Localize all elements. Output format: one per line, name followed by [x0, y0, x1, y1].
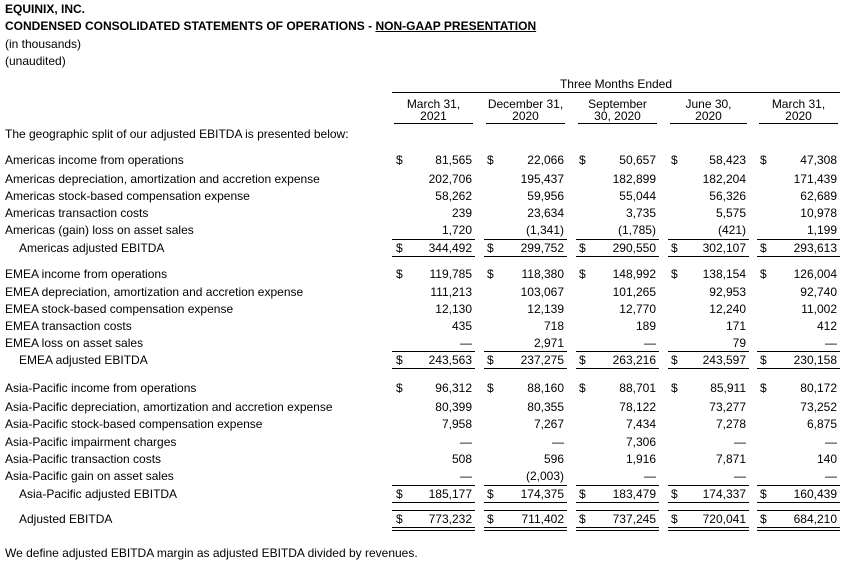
- row-label: Americas stock-based compensation expense: [5, 189, 250, 203]
- subtotal-top-rule: [392, 351, 475, 352]
- table-cell: 263,216: [612, 353, 656, 367]
- table-cell: 290,550: [612, 241, 656, 255]
- table-cell: (1,341): [525, 223, 564, 237]
- table-cell: 22,066: [527, 153, 564, 167]
- table-cell: 12,240: [709, 302, 746, 316]
- intro-text: The geographic split of our adjusted EBITDA is presented below:: [5, 127, 349, 141]
- table-cell: 1,916: [625, 452, 656, 466]
- table-cell: 12,770: [619, 302, 656, 316]
- table-cell: 596: [543, 452, 564, 466]
- dollar-sign: $: [396, 487, 403, 501]
- dollar-sign: $: [487, 381, 494, 395]
- statement-title-prefix: CONDENSED CONSOLIDATED STATEMENTS OF OPERATIONS -: [5, 19, 376, 33]
- audit-note: (unaudited): [5, 54, 66, 68]
- table-cell: —: [644, 336, 656, 350]
- table-cell: (2,003): [525, 469, 564, 483]
- table-cell: 103,067: [520, 285, 564, 299]
- table-cell: 85,911: [710, 381, 746, 395]
- subtotal-top-rule: [668, 239, 749, 240]
- table-cell: 202,706: [428, 172, 472, 186]
- total-double-rule: [392, 527, 475, 531]
- table-cell: 7,306: [625, 435, 656, 449]
- subtotal-bottom-rule: [576, 256, 659, 257]
- subtotal-bottom-rule: [757, 368, 840, 369]
- subtotal-bottom-rule: [668, 502, 749, 503]
- table-cell: —: [460, 469, 472, 483]
- column-header-line: June 30,: [685, 97, 732, 111]
- table-cell: 174,337: [702, 487, 746, 501]
- row-label: EMEA stock-based compensation expense: [5, 302, 234, 316]
- dollar-sign: $: [487, 241, 494, 255]
- table-cell: 11,002: [801, 302, 837, 316]
- table-cell: 118,380: [521, 267, 564, 281]
- subtotal-top-rule: [576, 351, 659, 352]
- dollar-sign: $: [579, 153, 586, 167]
- table-cell: (1,785): [617, 223, 656, 237]
- column-header-2: [486, 98, 565, 124]
- subtotal-bottom-rule: [668, 368, 749, 369]
- row-label: Asia-Pacific impairment charges: [5, 435, 177, 449]
- table-cell: 1,199: [806, 223, 837, 237]
- table-cell: —: [825, 469, 837, 483]
- dollar-sign: $: [671, 353, 678, 367]
- table-cell: 189: [635, 319, 656, 333]
- table-cell: 7,434: [625, 417, 656, 431]
- table-cell: 23,634: [527, 206, 564, 220]
- row-label: Asia-Pacific depreciation, amortization and accretion expense: [5, 400, 333, 414]
- table-cell: 126,004: [793, 267, 837, 281]
- table-cell: —: [460, 435, 472, 449]
- table-cell: 12,139: [527, 302, 564, 316]
- subtotal-top-rule: [576, 239, 659, 240]
- column-header-line: 2020: [512, 109, 539, 123]
- dollar-sign: $: [396, 153, 403, 167]
- table-cell: 140: [816, 452, 837, 466]
- column-header-4: [670, 98, 747, 124]
- table-cell: 182,899: [612, 172, 656, 186]
- period-title: Three Months Ended: [392, 77, 840, 93]
- table-cell: 195,437: [520, 172, 564, 186]
- dollar-sign: $: [579, 487, 586, 501]
- table-cell: 148,992: [612, 267, 656, 281]
- table-cell: —: [644, 469, 656, 483]
- table-cell: 7,871: [715, 452, 746, 466]
- total-double-rule: [757, 527, 840, 531]
- table-cell: —: [460, 336, 472, 350]
- table-cell: 6,875: [806, 417, 837, 431]
- row-label: Asia-Pacific adjusted EBITDA: [19, 487, 178, 501]
- footnote: We define adjusted EBITDA margin as adjusted EBITDA divided by revenues.: [5, 546, 418, 560]
- dollar-sign: $: [579, 353, 586, 367]
- table-cell: 58,262: [435, 189, 472, 203]
- table-cell: —: [825, 435, 837, 449]
- dollar-sign: $: [579, 267, 586, 281]
- subtotal-bottom-rule: [576, 502, 659, 503]
- total-top-rule: [576, 510, 659, 511]
- table-cell: 111,213: [430, 285, 472, 299]
- row-label: Americas adjusted EBITDA: [19, 241, 165, 255]
- subtotal-top-rule: [757, 351, 840, 352]
- subtotal-bottom-rule: [392, 256, 475, 257]
- table-cell: 88,160: [527, 381, 564, 395]
- table-cell: 737,245: [612, 512, 656, 526]
- table-cell: 684,210: [793, 512, 837, 526]
- table-cell: 718: [543, 319, 564, 333]
- table-cell: 1,720: [441, 223, 472, 237]
- table-cell: —: [825, 336, 837, 350]
- row-label: Asia-Pacific transaction costs: [5, 452, 162, 466]
- row-label: Asia-Pacific stock-based compensation expense: [5, 417, 263, 431]
- row-label: Americas depreciation, amortization and accretion expense: [5, 172, 320, 186]
- subtotal-top-rule: [484, 351, 567, 352]
- column-header-line: 2020: [785, 109, 812, 123]
- total-double-rule: [668, 527, 749, 531]
- subtotal-top-rule: [484, 239, 567, 240]
- table-cell: 344,492: [428, 241, 472, 255]
- statement-title-underlined: NON-GAAP PRESENTATION: [375, 19, 537, 33]
- table-cell: 62,689: [800, 189, 837, 203]
- table-cell: 50,657: [619, 153, 656, 167]
- row-label: Asia-Pacific gain on asset sales: [5, 469, 174, 483]
- subtotal-top-rule: [484, 485, 567, 486]
- table-cell: 47,308: [800, 153, 837, 167]
- table-cell: (421): [717, 223, 746, 237]
- table-cell: —: [552, 435, 564, 449]
- table-cell: 78,122: [619, 400, 656, 414]
- units-note: (in thousands): [5, 37, 82, 51]
- row-label: EMEA adjusted EBITDA: [19, 353, 148, 367]
- table-cell: 80,355: [527, 400, 564, 414]
- column-header-line: 2020: [695, 109, 722, 123]
- row-label: EMEA loss on asset sales: [5, 336, 144, 350]
- dollar-sign: $: [760, 512, 767, 526]
- company-name: EQUINIX, INC.: [5, 2, 86, 16]
- dollar-sign: $: [760, 487, 767, 501]
- table-cell: 239: [451, 206, 472, 220]
- column-header-1: [394, 98, 473, 124]
- table-cell: 88,701: [619, 381, 656, 395]
- row-label: Adjusted EBITDA: [19, 512, 113, 526]
- column-header-line: September: [588, 97, 647, 111]
- table-cell: 56,326: [709, 189, 746, 203]
- table-cell: 711,402: [521, 512, 564, 526]
- total-top-rule: [668, 510, 749, 511]
- subtotal-bottom-rule: [484, 368, 567, 369]
- table-cell: 230,158: [793, 353, 837, 367]
- dollar-sign: $: [396, 267, 403, 281]
- column-header-line: March 31,: [771, 97, 826, 111]
- total-double-rule: [576, 527, 659, 531]
- dollar-sign: $: [579, 512, 586, 526]
- table-cell: 7,267: [533, 417, 564, 431]
- table-cell: 160,439: [793, 487, 837, 501]
- table-cell: 79: [732, 336, 746, 350]
- subtotal-bottom-rule: [484, 502, 567, 503]
- table-cell: 3,735: [625, 206, 656, 220]
- dollar-sign: $: [671, 381, 678, 395]
- table-cell: —: [734, 435, 746, 449]
- subtotal-top-rule: [668, 351, 749, 352]
- table-cell: 237,275: [520, 353, 564, 367]
- row-label: EMEA income from operations: [5, 267, 168, 281]
- dollar-sign: $: [760, 267, 767, 281]
- dollar-sign: $: [760, 153, 767, 167]
- table-cell: 299,752: [520, 241, 564, 255]
- total-top-rule: [757, 510, 840, 511]
- dollar-sign: $: [760, 381, 767, 395]
- dollar-sign: $: [396, 353, 403, 367]
- table-cell: 171: [725, 319, 746, 333]
- table-cell: 58,423: [709, 153, 746, 167]
- dollar-sign: $: [487, 267, 494, 281]
- dollar-sign: $: [396, 241, 403, 255]
- table-cell: 96,312: [435, 381, 472, 395]
- table-cell: 7,958: [441, 417, 472, 431]
- column-header-line: 2021: [420, 109, 447, 123]
- subtotal-top-rule: [392, 485, 475, 486]
- table-cell: 508: [451, 452, 472, 466]
- row-label: EMEA depreciation, amortization and accretion expense: [5, 285, 304, 299]
- table-cell: 720,041: [702, 512, 746, 526]
- dollar-sign: $: [671, 487, 678, 501]
- dollar-sign: $: [671, 241, 678, 255]
- dollar-sign: $: [671, 267, 678, 281]
- table-cell: 171,439: [793, 172, 837, 186]
- column-header-line: 30, 2020: [594, 109, 641, 123]
- table-cell: 7,278: [715, 417, 746, 431]
- subtotal-bottom-rule: [757, 256, 840, 257]
- table-cell: 12,130: [435, 302, 472, 316]
- subtotal-bottom-rule: [392, 368, 475, 369]
- total-double-rule: [484, 527, 567, 531]
- dollar-sign: $: [760, 241, 767, 255]
- table-cell: 80,172: [800, 381, 837, 395]
- table-cell: 243,563: [428, 353, 472, 367]
- subtotal-bottom-rule: [576, 368, 659, 369]
- row-label: Americas transaction costs: [5, 206, 149, 220]
- column-header-5: [759, 98, 838, 124]
- column-header-line: December 31,: [487, 97, 564, 111]
- subtotal-bottom-rule: [668, 256, 749, 257]
- row-label: Americas (gain) loss on asset sales: [5, 223, 194, 237]
- table-cell: 182,204: [702, 172, 746, 186]
- subtotal-top-rule: [757, 485, 840, 486]
- column-header-line: March 31,: [406, 97, 461, 111]
- table-cell: 5,575: [715, 206, 746, 220]
- dollar-sign: $: [579, 381, 586, 395]
- dollar-sign: $: [487, 153, 494, 167]
- table-cell: 101,265: [612, 285, 656, 299]
- table-cell: 174,375: [520, 487, 564, 501]
- subtotal-bottom-rule: [392, 502, 475, 503]
- table-cell: 73,252: [800, 400, 837, 414]
- dollar-sign: $: [487, 353, 494, 367]
- table-cell: 435: [451, 319, 472, 333]
- table-cell: 92,953: [709, 285, 746, 299]
- dollar-sign: $: [671, 512, 678, 526]
- table-cell: 183,479: [612, 487, 656, 501]
- dollar-sign: $: [579, 241, 586, 255]
- subtotal-bottom-rule: [484, 256, 567, 257]
- table-cell: 80,399: [435, 400, 472, 414]
- dollar-sign: $: [671, 153, 678, 167]
- table-cell: 2,971: [533, 336, 564, 350]
- subtotal-top-rule: [576, 485, 659, 486]
- table-cell: 412: [816, 319, 837, 333]
- subtotal-top-rule: [668, 485, 749, 486]
- subtotal-top-rule: [392, 239, 475, 240]
- table-cell: 773,232: [428, 512, 472, 526]
- table-cell: 243,597: [702, 353, 746, 367]
- table-cell: 119,785: [429, 267, 472, 281]
- total-top-rule: [484, 510, 567, 511]
- row-label: Asia-Pacific income from operations: [5, 381, 197, 395]
- subtotal-bottom-rule: [757, 502, 840, 503]
- dollar-sign: $: [396, 512, 403, 526]
- row-label: EMEA transaction costs: [5, 319, 132, 333]
- table-cell: —: [734, 469, 746, 483]
- table-cell: 92,740: [800, 285, 837, 299]
- table-cell: 302,107: [702, 241, 746, 255]
- row-label: Americas income from operations: [5, 153, 184, 167]
- table-cell: 81,565: [435, 153, 472, 167]
- dollar-sign: $: [487, 487, 494, 501]
- column-header-3: [578, 98, 657, 124]
- dollar-sign: $: [487, 512, 494, 526]
- total-top-rule: [392, 510, 475, 511]
- table-cell: 73,277: [709, 400, 746, 414]
- table-cell: 138,154: [702, 267, 746, 281]
- table-cell: 293,613: [793, 241, 837, 255]
- subtotal-top-rule: [757, 239, 840, 240]
- table-cell: 55,044: [619, 189, 656, 203]
- table-cell: 185,177: [428, 487, 472, 501]
- statement-title: [5, 19, 536, 33]
- table-cell: 10,978: [800, 206, 837, 220]
- table-cell: 59,956: [527, 189, 564, 203]
- dollar-sign: $: [760, 353, 767, 367]
- dollar-sign: $: [396, 381, 403, 395]
